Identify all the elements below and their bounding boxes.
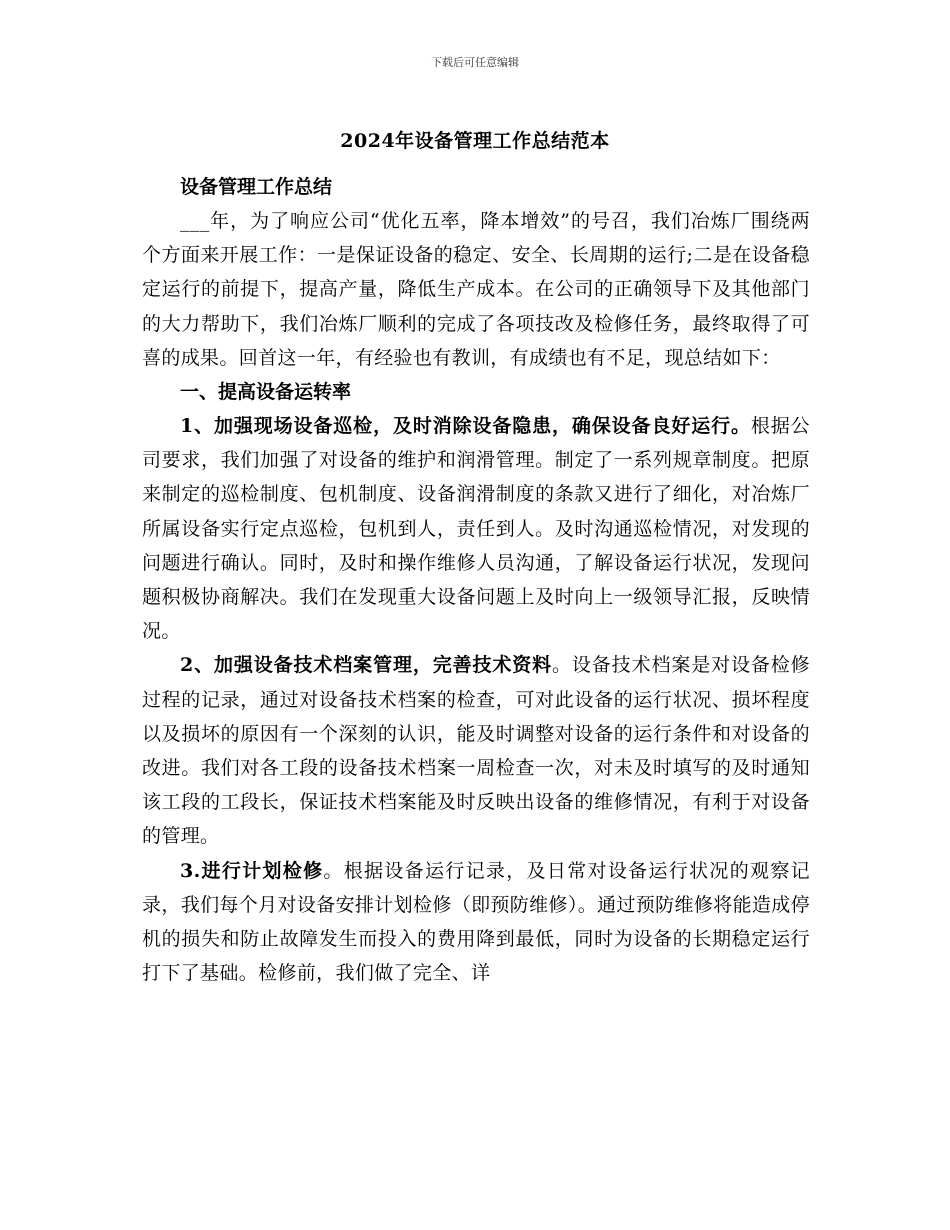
- intro-paragraph: ___年，为了响应公司“优化五率，降本增效”的号召，我们冶炼厂围绕两个方面来开展工作：一是保证设备的稳定、安全、长周期的运行;二是在设备稳定运行的前提下，提高产量，降低生产成本。在公司的正确领导下及其他部门的大力帮助下，我们冶炼厂顺利的完成了各项技改及检修任务，最终取得了可喜的成果。回首这一年，有经验也有教训，有成绩也有不足，现总结如下：: [142, 210, 810, 369]
- section-1-item-1: [142, 409, 810, 648]
- section-1-heading: 一、提高设备运转率: [180, 381, 352, 404]
- document-subtitle: 设备管理工作总结: [180, 176, 333, 198]
- item-2-lead: 2、加强设备技术档案管理，完善技术资料: [180, 654, 553, 677]
- section-1-item-2: [142, 648, 810, 853]
- item-1-body: 根据公司要求，我们加强了对设备的维护和润滑管理。制定了一系列规章制度。把原来制定的巡检制度、包机制度、设备润滑制度的条款又进行了细化，对冶炼厂所属设备实行定点巡检，包机到人，责任到人。及时沟通巡检情况，对发现的问题进行确认。同时，及时和操作维修人员沟通，了解设备运行状况，发现问题积极协商解决。我们在发现重大设备问题上及时向上一级领导汇报，反映情况。: [142, 415, 810, 643]
- item-3-lead: 3.进行计划检修: [180, 859, 324, 882]
- section-1-item-3: [142, 854, 810, 991]
- document-title: 2024年设备管理工作总结范本: [340, 130, 610, 152]
- document-body: [142, 170, 810, 990]
- page-header: 下载后可任意编辑: [431, 56, 519, 69]
- item-1-lead: 1、加强现场设备巡检，及时消除设备隐患，确保设备良好运行。: [180, 415, 751, 438]
- item-2-body: 。设备技术档案是对设备检修过程的记录，通过对设备技术档案的检查，可对此设备的运行状况、损坏程度以及损坏的原因有一个深刻的认识，能及时调整对设备的运行条件和对设备的改进。我们对各工段的设备技术档案一周检查一次，对未及时填写的及时通知该工段的工段长，保证技术档案能及时反映出设备的维修情况，有利于对设备的管理。: [142, 654, 810, 848]
- item-3-body: 。根据设备运行记录，及日常对设备运行状况的观察记录，我们每个月对设备安排计划检修（即预防维修）。通过预防维修将能造成停机的损失和防止故障发生而投入的费用降到最低，同时为设备的长期稳定运行打下了基础。检修前，我们做了完全、详: [142, 859, 811, 985]
